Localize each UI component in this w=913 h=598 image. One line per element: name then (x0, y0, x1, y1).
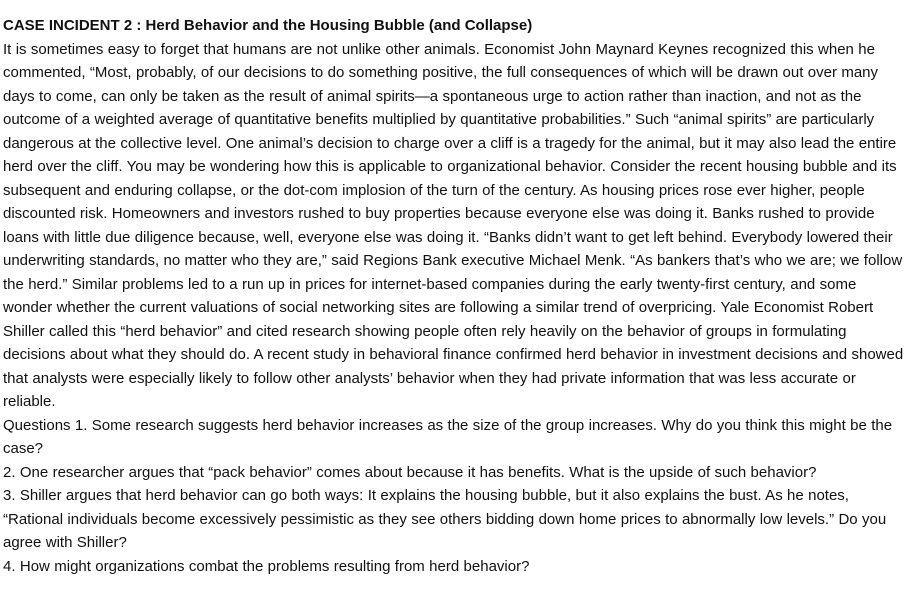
question-2: 2. One researcher argues that “pack behavior” comes about because it has benefits. What is the upside of such behavior? (3, 463, 817, 481)
question-1: Questions 1. Some research suggests herd behavior increases as the size of the group increases. Why do you think this might be the case? (3, 416, 893, 457)
question-3: 3. Shiller argues that herd behavior can go both ways: It explains the housing bubble, but it also explains the bust. As he notes, “Rational individuals become excessively pessimistic as they see others bidding down home prices to abnormally low levels.” Do you agree with Shiller? (3, 487, 887, 551)
case-title: CASE INCIDENT 2 : Herd Behavior and the Housing Bubble (and Collapse) (3, 17, 533, 34)
case-body-paragraph: It is sometimes easy to forget that humans are not unlike other animals. Economist John Maynard Keynes recognized this when he commented, “Most, probably, of our decisions to do something positive, the full consequences of which will be drawn out over many days to come, can only be taken as the result of animal spirits—a spontaneous urge to action rather than inaction, and not as the outcome of a weighted average of quantitative benefits multiplied by quantitative probabilities.” Such “animal spirits” are particularly dangerous at the collective level. One animal’s decision to charge over a cliff is a tragedy for the animal, but it may also lead the entire herd over the cliff. You may be wondering how this is applicable to organizational behavior. Consider the recent housing bubble and its subsequent and enduring collapse, or the dot-com implosion of the turn of the century. As housing prices rose ever higher, people discounted risk. Homeowners and investors rushed to buy properties because everyone else was doing it. Banks rushed to provide loans with little due diligence because, well, everyone else was doing it. “Banks didn’t want to get left behind. Everybody lowered their underwriting standards, no matter who they are,” said Regions Bank executive Michael Menk. “As bankers that’s who we are; we follow the herd.” Similar problems led to a run up in prices for internet-based companies during the early twenty-first century, and some wonder whether the current valuations of social networking sites are following a similar trend of overpricing. Yale Economist Robert Shiller called this “herd behavior” and cited research showing people often rely heavily on the behavior of groups in formulating decisions about what they should do. A recent study in behavioral finance confirmed herd behavior in investment decisions and showed that analysts were especially likely to follow other analysts’ behavior when they had private information that was less accurate or reliable. (3, 40, 904, 410)
question-4: 4. How might organizations combat the problems resulting from herd behavior? (3, 557, 530, 575)
